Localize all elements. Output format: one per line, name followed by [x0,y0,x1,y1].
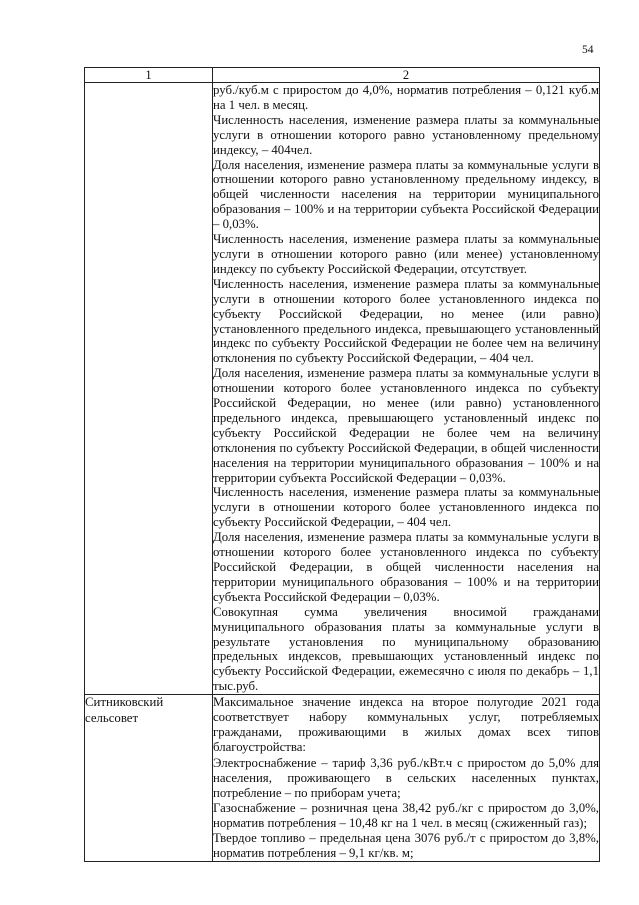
paragraph: Твердое топливо – предельная цена 3076 руб./т с приростом до 3,8%, норматив потребления – 9,1 кг/кв. м; [213,831,599,861]
paragraph: Доля населения, изменение размера платы за коммунальные услуги в отношении которого более установленного индекса по субъекту Российской Федерации, но менее (или равно) установленного предельного индекса, превышающего установленный индекс по субъекту Российской Федерации не более чем на величину отклонения по субъекту Российской Федерации, в общей численности населения на территории муниципального образования – 100% и на территории субъекта Российской Федерации – 0,03%. [213,366,599,485]
table-row [85,83,600,695]
paragraph: Доля населения, изменение размера платы за коммунальные услуги в отношении которого равно установленному предельному индексу, в общей численности населения на территории муниципального образования – 100% и на территории субъекта Российской Федерации – 0,03%. [213,157,599,232]
paragraph: Совокупная сумма увеличения вносимой гражданами муниципального образования платы за коммунальные услуги в результате установления по муниципальному образованию предельных индексов, превышающих установленный индекс по субъекту Российской Федерации, ежемесячно с июля по декабрь – 1,1 тыс.руб. [213,604,599,694]
table-header-row [85,68,600,83]
municipality-name-cell [85,83,213,695]
description-cell [213,695,600,862]
municipality-name-cell: Ситниковский сельсовет [85,695,213,862]
description-cell [213,83,600,695]
paragraph: Численность населения, изменение размера платы за коммунальные услуги в отношении которого более установленного индекса по субъекту Российской Федерации, – 404 чел. [213,485,599,530]
column-header-1: 1 [85,68,213,83]
paragraph: Газоснабжение – розничная цена 38,42 руб./кг с приростом до 3,0%, норматив потребления – 10,48 кг на 1 чел. в месяц (сжиженный газ); [213,800,599,830]
page-number: 54 [582,44,594,56]
paragraph: Максимальное значение индекса на второе полугодие 2021 года соответствует набору коммунальных услуг, потребляемых гражданами, проживающими в жилых домах всех типов благоустройства: [213,695,599,755]
paragraph: Численность населения, изменение размера платы за коммунальные услуги в отношении которого более установленного индекса по субъекту Российской Федерации, но менее (или равно) установленного предельного индекса, превышающего установленный индекс по субъекту Российской Федерации не более чем на величину отклонения по субъекту Российской Федерации, – 404 чел. [213,276,599,366]
paragraph: Численность населения, изменение размера платы за коммунальные услуги в отношении которого равно установленному предельному индексу, – 404чел. [213,112,599,157]
paragraph: Численность населения, изменение размера платы за коммунальные услуги в отношении которого равно (или менее) установленному индексу по субъекту Российской Федерации, отсутствует. [213,232,599,276]
paragraph: Доля населения, изменение размера платы за коммунальные услуги в отношении которого более установленного индекса по субъекту Российской Федерации, в общей численности населения на территории муниципального образования – 100% и на территории субъекта Российской Федерации – 0,03%. [213,530,599,604]
tariff-table [84,67,600,862]
paragraph: руб./куб.м с приростом до 4,0%, норматив потребления – 0,121 куб.м на 1 чел. в месяц. [213,83,599,112]
paragraph: Электроснабжение – тариф 3,36 руб./кВт.ч с приростом до 5,0% для населения, проживающего в сельских населенных пунктах, потребление – по приборам учета; [213,755,599,800]
table-row [85,695,600,862]
column-header-2: 2 [213,68,600,83]
